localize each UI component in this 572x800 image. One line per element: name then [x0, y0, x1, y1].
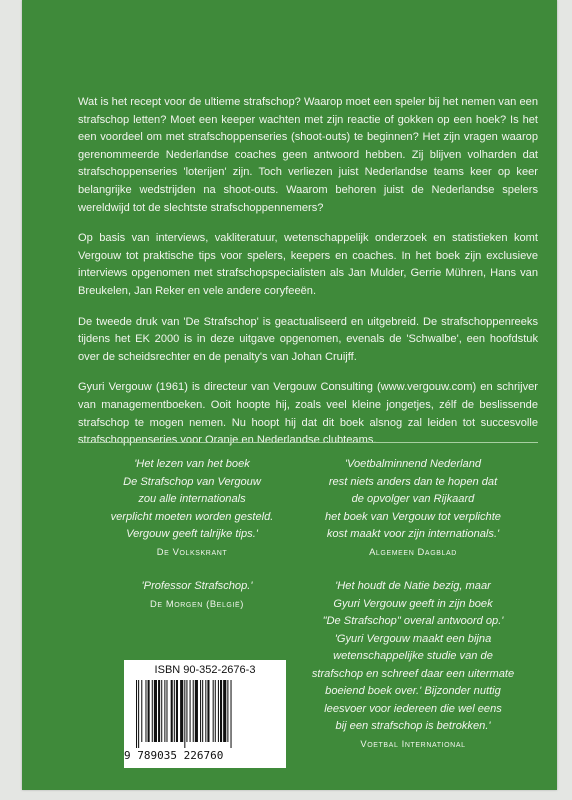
back-cover [22, 0, 557, 790]
blurb-paragraph-2: Op basis van interviews, vakliteratuur, wetenschappelijk onderzoek en statistieken komt Vergouw tot praktische tips voor spelers, keepers en coaches. In het boek zijn exclusieve interviews opgenomen met strafschopspecialisten als Jan Mulder, Gerrie Mühren, Hans van Breukelen, Jan Reker en vele andere coryfeeën. [78, 232, 538, 297]
quote-algemeen-dagblad [308, 456, 518, 560]
ean-digits: 9 789035 226760 [124, 749, 224, 762]
quote-line: strafschop en schreef daar een uitermate [311, 667, 515, 680]
quote-line: rest niets anders dan te hopen dat [328, 475, 498, 488]
quote-line: wetenschappelijke studie van de [333, 650, 493, 662]
quote-line: leesvoer voor iedereen die wel eens [324, 702, 502, 715]
quote-line: boeiend boek over.' Bijzonder nuttig [325, 685, 501, 697]
quote-source: De Volkskrant [156, 545, 228, 557]
quote-line: 'Voetbalminnend Nederland [344, 458, 482, 470]
quote-line: kost maakt voor zijn internationals.' [326, 528, 500, 540]
blurb-paragraph-1: Wat is het recept voor de ultieme strafschop? Waarop moet een speler bij het nemen van een strafschop letten? Moet een keeper wachten met zijn reactie of gokken op een hoek? Is het een voordeel om met strafschoppenseries (shoot-outs) te beginnen? Het zijn vragen waarop gerenommeerde Nederlandse coaches geen antwoord hebben. Zij blijven volharden dat strafschoppenseries 'loterijen' zijn. Toch verliezen juist Nederlandse teams keer op keer belangrijke wedstrijden na shoot-outs. Waarom behoren juist de Nederlandse spelers wereldwijd tot de slechtste strafschoppennemers? [78, 96, 538, 214]
quote-volkskrant [92, 456, 292, 560]
quote-line: 'Het lezen van het boek [134, 458, 250, 470]
quote-source: De Morgen (België) [149, 597, 245, 609]
quote-source: Algemeen Dagblad [369, 545, 457, 557]
quotes-divider [78, 442, 538, 443]
quote-line: "De Strafschop" overal antwoord op.' [322, 615, 504, 627]
quote-line: Vergouw geeft talrijke tips.' [126, 528, 258, 540]
quote-line: het boek van Vergouw tot verplichte [325, 510, 501, 523]
quote-de-morgen [122, 578, 272, 612]
blurb [78, 94, 538, 463]
quote-line: de opvolger van Rijkaard [351, 493, 475, 505]
quote-voetbal-international [304, 578, 522, 752]
quote-line: De Strafschop van Vergouw [123, 475, 261, 488]
quote-line: 'Professor Strafschop.' [141, 580, 253, 592]
blurb-paragraph-3: De tweede druk van 'De Strafschop' is geactualiseerd en uitgebreid. De strafschoppenreeks tijdens het EK 2000 is in deze uitgave opgenomen, evenals de 'Schwalbe', een hoofdstuk over de scheidsrechter en de penalty's van Johan Cruijff. [78, 315, 538, 363]
quote-line: verplicht moeten worden gesteld. [110, 510, 274, 523]
quote-line: Gyuri Vergouw geeft in zijn boek [333, 597, 493, 610]
blurb-paragraph-4: Gyuri Vergouw (1961) is directeur van Vergouw Consulting (www.vergouw.com) en schrijver van managementboeken. Ooit hoopte hij, zoals veel kleine jongetjes, zélf de beslissende strafschop te mogen nemen. Nu hoopt hij dat dit boek alsnog zal leiden tot succesvolle strafschoppenseries voor Oranje en Nederlandse clubteams. [78, 381, 538, 447]
quote-line: zou alle internationals [138, 493, 246, 505]
barcode-bars [134, 680, 278, 748]
quote-line: 'Gyuri Vergouw maakt een bijna [334, 632, 492, 645]
quote-line: 'Het houdt de Natie bezig, maar [335, 580, 491, 592]
quote-line: bij een strafschop is betrokken.' [335, 720, 491, 732]
quote-source: Voetbal International [360, 737, 466, 749]
isbn-number: ISBN 90-352-2676-3 [154, 664, 256, 676]
isbn-barcode [124, 660, 286, 768]
